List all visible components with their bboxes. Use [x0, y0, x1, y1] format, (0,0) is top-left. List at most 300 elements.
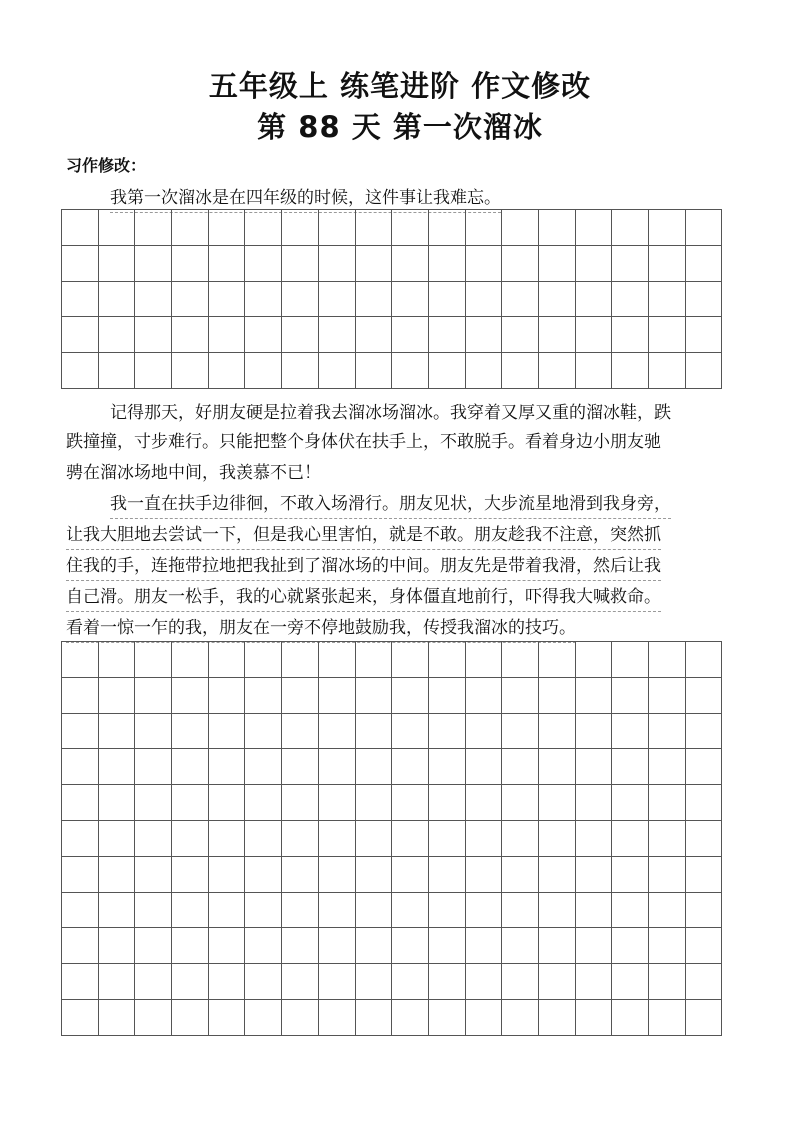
grid-cell[interactable]: [429, 282, 466, 318]
grid-cell[interactable]: [356, 1000, 393, 1036]
grid-cell[interactable]: [576, 857, 613, 893]
grid-cell[interactable]: [649, 749, 686, 785]
grid-cell[interactable]: [172, 246, 209, 282]
grid-cell[interactable]: [392, 246, 429, 282]
grid-cell[interactable]: [62, 714, 99, 750]
grid-cell[interactable]: [612, 678, 649, 714]
grid-cell[interactable]: [209, 749, 246, 785]
grid-cell[interactable]: [392, 714, 429, 750]
grid-cell[interactable]: [686, 642, 723, 678]
grid-cell[interactable]: [62, 749, 99, 785]
grid-cell[interactable]: [429, 857, 466, 893]
grid-cell[interactable]: [502, 964, 539, 1000]
grid-cell[interactable]: [135, 821, 172, 857]
grid-cell[interactable]: [172, 210, 209, 246]
grid-cell[interactable]: [356, 749, 393, 785]
grid-cell[interactable]: [135, 964, 172, 1000]
grid-cell[interactable]: [429, 964, 466, 1000]
grid-cell[interactable]: [135, 785, 172, 821]
grid-cell[interactable]: [319, 353, 356, 389]
section-label: 习作修改：: [66, 156, 147, 175]
grid-cell[interactable]: [649, 785, 686, 821]
grid-cell[interactable]: [539, 210, 576, 246]
grid-cell[interactable]: [356, 821, 393, 857]
grid-cell[interactable]: [392, 353, 429, 389]
grid-cell[interactable]: [576, 928, 613, 964]
grid-cell[interactable]: [539, 317, 576, 353]
grid-cell[interactable]: [172, 317, 209, 353]
grid-cell[interactable]: [466, 964, 503, 1000]
grid-cell[interactable]: [466, 749, 503, 785]
page-subtitle: 第 88 天 第一次溜冰: [257, 110, 543, 144]
grid-cell[interactable]: [99, 749, 136, 785]
grid-cell[interactable]: [282, 317, 319, 353]
grid-cell[interactable]: [172, 282, 209, 318]
grid-cell[interactable]: [172, 964, 209, 1000]
grid-cell[interactable]: [319, 964, 356, 1000]
grid-cell[interactable]: [319, 246, 356, 282]
grid-cell[interactable]: [172, 1000, 209, 1036]
grid-cell[interactable]: [245, 210, 282, 246]
grid-cell[interactable]: [99, 893, 136, 929]
grid-cell[interactable]: [172, 642, 209, 678]
grid-cell[interactable]: [282, 785, 319, 821]
grid-cell[interactable]: [576, 353, 613, 389]
grid-cell[interactable]: [649, 210, 686, 246]
grid-cell[interactable]: [429, 246, 466, 282]
grid-cell[interactable]: [282, 353, 319, 389]
grid-cell[interactable]: [245, 964, 282, 1000]
grid-cell[interactable]: [502, 821, 539, 857]
grid-cell[interactable]: [99, 964, 136, 1000]
grid-cell[interactable]: [62, 893, 99, 929]
grid-cell[interactable]: [612, 749, 649, 785]
grid-cell[interactable]: [99, 1000, 136, 1036]
grid-cell[interactable]: [686, 678, 723, 714]
grid-cell[interactable]: [576, 749, 613, 785]
grid-cell[interactable]: [392, 749, 429, 785]
grid-cell[interactable]: [135, 317, 172, 353]
grid-cell[interactable]: [576, 246, 613, 282]
grid-cell[interactable]: [282, 210, 319, 246]
grid-cell[interactable]: [502, 714, 539, 750]
grid-cell[interactable]: [135, 857, 172, 893]
grid-cell[interactable]: [612, 282, 649, 318]
grid-cell[interactable]: [245, 246, 282, 282]
grid-cell[interactable]: [502, 785, 539, 821]
grid-cell[interactable]: [539, 678, 576, 714]
grid-cell[interactable]: [172, 857, 209, 893]
grid-cell[interactable]: [612, 714, 649, 750]
grid-cell[interactable]: [356, 928, 393, 964]
grid-cell[interactable]: [576, 1000, 613, 1036]
grid-cell[interactable]: [539, 1000, 576, 1036]
grid-cell[interactable]: [466, 1000, 503, 1036]
grid-cell[interactable]: [686, 210, 723, 246]
grid-cell[interactable]: [392, 1000, 429, 1036]
grid-cell[interactable]: [649, 857, 686, 893]
grid-cell[interactable]: [282, 893, 319, 929]
grid-cell[interactable]: [245, 893, 282, 929]
grid-cell[interactable]: [612, 893, 649, 929]
grid-cell[interactable]: [392, 210, 429, 246]
grid-cell[interactable]: [649, 821, 686, 857]
grid-cell[interactable]: [429, 1000, 466, 1036]
grid-cell[interactable]: [282, 857, 319, 893]
grid-cell[interactable]: [612, 246, 649, 282]
grid-cell[interactable]: [62, 785, 99, 821]
grid-cell[interactable]: [209, 893, 246, 929]
grid-cell[interactable]: [99, 678, 136, 714]
grid-cell[interactable]: [245, 785, 282, 821]
grid-cell[interactable]: [245, 1000, 282, 1036]
grid-cell[interactable]: [429, 317, 466, 353]
grid-cell[interactable]: [686, 785, 723, 821]
grid-cell[interactable]: [99, 714, 136, 750]
passage-line: 我一直在扶手边徘徊，不敢入场滑行。朋友见状，大步流星地滑到我身旁，: [110, 492, 671, 519]
grid-cell[interactable]: [62, 678, 99, 714]
grid-cell[interactable]: [466, 821, 503, 857]
grid-cell[interactable]: [429, 210, 466, 246]
grid-cell[interactable]: [135, 353, 172, 389]
grid-cell[interactable]: [319, 642, 356, 678]
grid-cell[interactable]: [466, 785, 503, 821]
grid-cell[interactable]: [245, 642, 282, 678]
grid-cell[interactable]: [62, 317, 99, 353]
grid-cell[interactable]: [135, 714, 172, 750]
grid-cell[interactable]: [209, 857, 246, 893]
grid-cell[interactable]: [356, 678, 393, 714]
grid-cell[interactable]: [686, 317, 723, 353]
grid-cell[interactable]: [62, 821, 99, 857]
grid-cell[interactable]: [612, 928, 649, 964]
grid-cell[interactable]: [172, 714, 209, 750]
grid-cell[interactable]: [62, 857, 99, 893]
writing-grid-bottom[interactable]: [61, 641, 722, 1036]
grid-cell[interactable]: [392, 785, 429, 821]
grid-cell[interactable]: [135, 893, 172, 929]
grid-cell[interactable]: [612, 317, 649, 353]
grid-cell[interactable]: [392, 282, 429, 318]
grid-cell[interactable]: [172, 821, 209, 857]
grid-cell[interactable]: [319, 282, 356, 318]
grid-cell[interactable]: [319, 210, 356, 246]
grid-cell[interactable]: [62, 282, 99, 318]
passage-line: 看着一惊一乍的我，朋友在一旁不停地鼓励我，传授我溜冰的技巧。: [66, 616, 576, 643]
grid-cell[interactable]: [392, 642, 429, 678]
grid-cell[interactable]: [209, 210, 246, 246]
passage-line: 住我的手，连拖带拉地把我扯到了溜冰场的中间。朋友先是带着我滑，然后让我: [66, 554, 661, 581]
grid-cell[interactable]: [649, 893, 686, 929]
grid-cell[interactable]: [429, 893, 466, 929]
grid-cell[interactable]: [539, 282, 576, 318]
grid-cell[interactable]: [502, 928, 539, 964]
grid-cell[interactable]: [539, 246, 576, 282]
grid-cell[interactable]: [62, 246, 99, 282]
grid-cell[interactable]: [649, 246, 686, 282]
grid-cell[interactable]: [356, 353, 393, 389]
grid-cell[interactable]: [466, 642, 503, 678]
grid-cell[interactable]: [576, 317, 613, 353]
grid-cell[interactable]: [319, 928, 356, 964]
grid-cell[interactable]: [686, 353, 723, 389]
grid-cell[interactable]: [576, 821, 613, 857]
grid-cell[interactable]: [612, 857, 649, 893]
grid-cell[interactable]: [209, 821, 246, 857]
grid-cell[interactable]: [135, 749, 172, 785]
grid-cell[interactable]: [649, 353, 686, 389]
grid-cell[interactable]: [392, 928, 429, 964]
grid-cell[interactable]: [429, 678, 466, 714]
grid-cell[interactable]: [356, 714, 393, 750]
grid-cell[interactable]: [245, 678, 282, 714]
grid-cell[interactable]: [356, 785, 393, 821]
grid-cell[interactable]: [172, 928, 209, 964]
grid-cell[interactable]: [392, 857, 429, 893]
grid-cell[interactable]: [356, 282, 393, 318]
grid-cell[interactable]: [686, 893, 723, 929]
grid-cell[interactable]: [319, 678, 356, 714]
grid-cell[interactable]: [135, 282, 172, 318]
grid-cell[interactable]: [282, 678, 319, 714]
grid-cell[interactable]: [245, 282, 282, 318]
grid-cell[interactable]: [245, 821, 282, 857]
grid-cell[interactable]: [282, 246, 319, 282]
grid-cell[interactable]: [99, 317, 136, 353]
grid-cell[interactable]: [612, 964, 649, 1000]
grid-cell[interactable]: [209, 282, 246, 318]
grid-cell[interactable]: [612, 1000, 649, 1036]
grid-cell[interactable]: [612, 821, 649, 857]
grid-cell[interactable]: [319, 785, 356, 821]
grid-cell[interactable]: [612, 210, 649, 246]
grid-cell[interactable]: [576, 642, 613, 678]
grid-cell[interactable]: [686, 857, 723, 893]
grid-cell[interactable]: [649, 1000, 686, 1036]
grid-cell[interactable]: [319, 317, 356, 353]
grid-cell[interactable]: [319, 1000, 356, 1036]
grid-cell[interactable]: [429, 642, 466, 678]
grid-cell[interactable]: [209, 317, 246, 353]
grid-cell[interactable]: [282, 282, 319, 318]
grid-cell[interactable]: [466, 893, 503, 929]
grid-cell[interactable]: [649, 678, 686, 714]
grid-cell[interactable]: [612, 353, 649, 389]
grid-cell[interactable]: [576, 893, 613, 929]
grid-cell[interactable]: [356, 317, 393, 353]
grid-cell[interactable]: [576, 678, 613, 714]
grid-cell[interactable]: [282, 821, 319, 857]
grid-cell[interactable]: [502, 210, 539, 246]
grid-cell[interactable]: [429, 928, 466, 964]
grid-cell[interactable]: [99, 353, 136, 389]
grid-cell[interactable]: [502, 678, 539, 714]
grid-cell[interactable]: [539, 893, 576, 929]
grid-cell[interactable]: [502, 353, 539, 389]
grid-cell[interactable]: [282, 642, 319, 678]
grid-cell[interactable]: [209, 714, 246, 750]
grid-cell[interactable]: [392, 964, 429, 1000]
grid-cell[interactable]: [502, 282, 539, 318]
grid-cell[interactable]: [245, 714, 282, 750]
grid-cell[interactable]: [686, 714, 723, 750]
grid-cell[interactable]: [466, 282, 503, 318]
grid-cell[interactable]: [209, 353, 246, 389]
grid-cell[interactable]: [209, 928, 246, 964]
grid-cell[interactable]: [245, 317, 282, 353]
grid-cell[interactable]: [539, 749, 576, 785]
grid-cell[interactable]: [135, 246, 172, 282]
grid-cell[interactable]: [576, 964, 613, 1000]
writing-grid-top[interactable]: [61, 209, 722, 389]
grid-cell[interactable]: [282, 964, 319, 1000]
passage-line: 记得那天，好朋友硬是拉着我去溜冰场溜冰。我穿着又厚又重的溜冰鞋，跌: [110, 403, 671, 423]
grid-cell[interactable]: [99, 785, 136, 821]
grid-cell[interactable]: [209, 1000, 246, 1036]
grid-cell[interactable]: [356, 964, 393, 1000]
grid-cell[interactable]: [649, 317, 686, 353]
grid-cell[interactable]: [99, 928, 136, 964]
grid-cell[interactable]: [99, 857, 136, 893]
grid-cell[interactable]: [209, 642, 246, 678]
grid-cell[interactable]: [466, 317, 503, 353]
passage-line: 自己滑。朋友一松手，我的心就紧张起来，身体僵直地前行，吓得我大喊救命。: [66, 585, 661, 612]
grid-cell[interactable]: [245, 749, 282, 785]
grid-cell[interactable]: [319, 821, 356, 857]
grid-cell[interactable]: [466, 210, 503, 246]
grid-cell[interactable]: [245, 353, 282, 389]
grid-cell[interactable]: [539, 714, 576, 750]
grid-cell[interactable]: [466, 353, 503, 389]
grid-cell[interactable]: [539, 353, 576, 389]
grid-cell[interactable]: [429, 714, 466, 750]
grid-cell[interactable]: [576, 785, 613, 821]
grid-cell[interactable]: [539, 857, 576, 893]
grid-cell[interactable]: [209, 785, 246, 821]
grid-cell[interactable]: [99, 642, 136, 678]
grid-cell[interactable]: [392, 821, 429, 857]
grid-cell[interactable]: [356, 246, 393, 282]
grid-cell[interactable]: [135, 928, 172, 964]
grid-cell[interactable]: [62, 210, 99, 246]
grid-cell[interactable]: [319, 749, 356, 785]
grid-cell[interactable]: [319, 893, 356, 929]
grid-cell[interactable]: [502, 893, 539, 929]
grid-cell[interactable]: [392, 893, 429, 929]
passage-line: 骋在溜冰场地中间，我羡慕不已！: [66, 463, 321, 483]
grid-cell[interactable]: [392, 317, 429, 353]
grid-cell[interactable]: [245, 857, 282, 893]
grid-cell[interactable]: [686, 749, 723, 785]
grid-cell[interactable]: [62, 353, 99, 389]
grid-cell[interactable]: [466, 714, 503, 750]
grid-cell[interactable]: [319, 857, 356, 893]
grid-cell[interactable]: [466, 928, 503, 964]
grid-cell[interactable]: [649, 714, 686, 750]
grid-cell[interactable]: [539, 964, 576, 1000]
grid-cell[interactable]: [209, 246, 246, 282]
grid-cell[interactable]: [282, 1000, 319, 1036]
grid-cell[interactable]: [686, 246, 723, 282]
grid-cell[interactable]: [392, 678, 429, 714]
grid-cell[interactable]: [502, 317, 539, 353]
grid-cell[interactable]: [576, 714, 613, 750]
grid-cell[interactable]: [356, 642, 393, 678]
grid-cell[interactable]: [282, 749, 319, 785]
grid-cell[interactable]: [356, 857, 393, 893]
grid-cell[interactable]: [539, 785, 576, 821]
grid-cell[interactable]: [502, 749, 539, 785]
grid-cell[interactable]: [99, 821, 136, 857]
grid-cell[interactable]: [649, 928, 686, 964]
grid-cell[interactable]: [245, 928, 282, 964]
grid-cell[interactable]: [172, 785, 209, 821]
grid-cell[interactable]: [649, 964, 686, 1000]
grid-cell[interactable]: [576, 282, 613, 318]
grid-cell[interactable]: [135, 210, 172, 246]
grid-cell[interactable]: [502, 642, 539, 678]
grid-cell[interactable]: [686, 1000, 723, 1036]
grid-cell[interactable]: [135, 678, 172, 714]
grid-cell[interactable]: [686, 928, 723, 964]
grid-cell[interactable]: [686, 964, 723, 1000]
grid-cell[interactable]: [429, 785, 466, 821]
grid-cell[interactable]: [209, 678, 246, 714]
grid-cell[interactable]: [282, 928, 319, 964]
grid-cell[interactable]: [135, 642, 172, 678]
grid-cell[interactable]: [429, 821, 466, 857]
grid-cell[interactable]: [209, 964, 246, 1000]
grid-cell[interactable]: [99, 246, 136, 282]
grid-cell[interactable]: [172, 678, 209, 714]
grid-cell[interactable]: [429, 749, 466, 785]
grid-cell[interactable]: [612, 642, 649, 678]
grid-cell[interactable]: [466, 857, 503, 893]
grid-cell[interactable]: [62, 964, 99, 1000]
grid-cell[interactable]: [686, 282, 723, 318]
grid-cell[interactable]: [172, 893, 209, 929]
grid-cell[interactable]: [686, 821, 723, 857]
grid-cell[interactable]: [356, 210, 393, 246]
grid-cell[interactable]: [99, 210, 136, 246]
grid-cell[interactable]: [429, 353, 466, 389]
grid-cell[interactable]: [612, 785, 649, 821]
grid-cell[interactable]: [576, 210, 613, 246]
grid-cell[interactable]: [172, 749, 209, 785]
grid-cell[interactable]: [539, 928, 576, 964]
grid-cell[interactable]: [356, 893, 393, 929]
grid-cell[interactable]: [466, 246, 503, 282]
grid-cell[interactable]: [649, 642, 686, 678]
grid-cell[interactable]: [62, 1000, 99, 1036]
page-title: 五年级上 练笔进阶 作文修改: [208, 69, 592, 103]
grid-cell[interactable]: [282, 714, 319, 750]
grid-cell[interactable]: [466, 678, 503, 714]
grid-cell[interactable]: [62, 928, 99, 964]
grid-cell[interactable]: [135, 1000, 172, 1036]
grid-cell[interactable]: [502, 857, 539, 893]
grid-cell[interactable]: [319, 714, 356, 750]
grid-cell[interactable]: [62, 642, 99, 678]
passage-line: 我第一次溜冰是在四年级的时候，这件事让我难忘。: [110, 186, 501, 213]
grid-cell[interactable]: [649, 282, 686, 318]
grid-cell[interactable]: [502, 1000, 539, 1036]
grid-cell[interactable]: [172, 353, 209, 389]
grid-cell[interactable]: [539, 642, 576, 678]
grid-cell[interactable]: [99, 282, 136, 318]
grid-cell[interactable]: [539, 821, 576, 857]
grid-cell[interactable]: [502, 246, 539, 282]
